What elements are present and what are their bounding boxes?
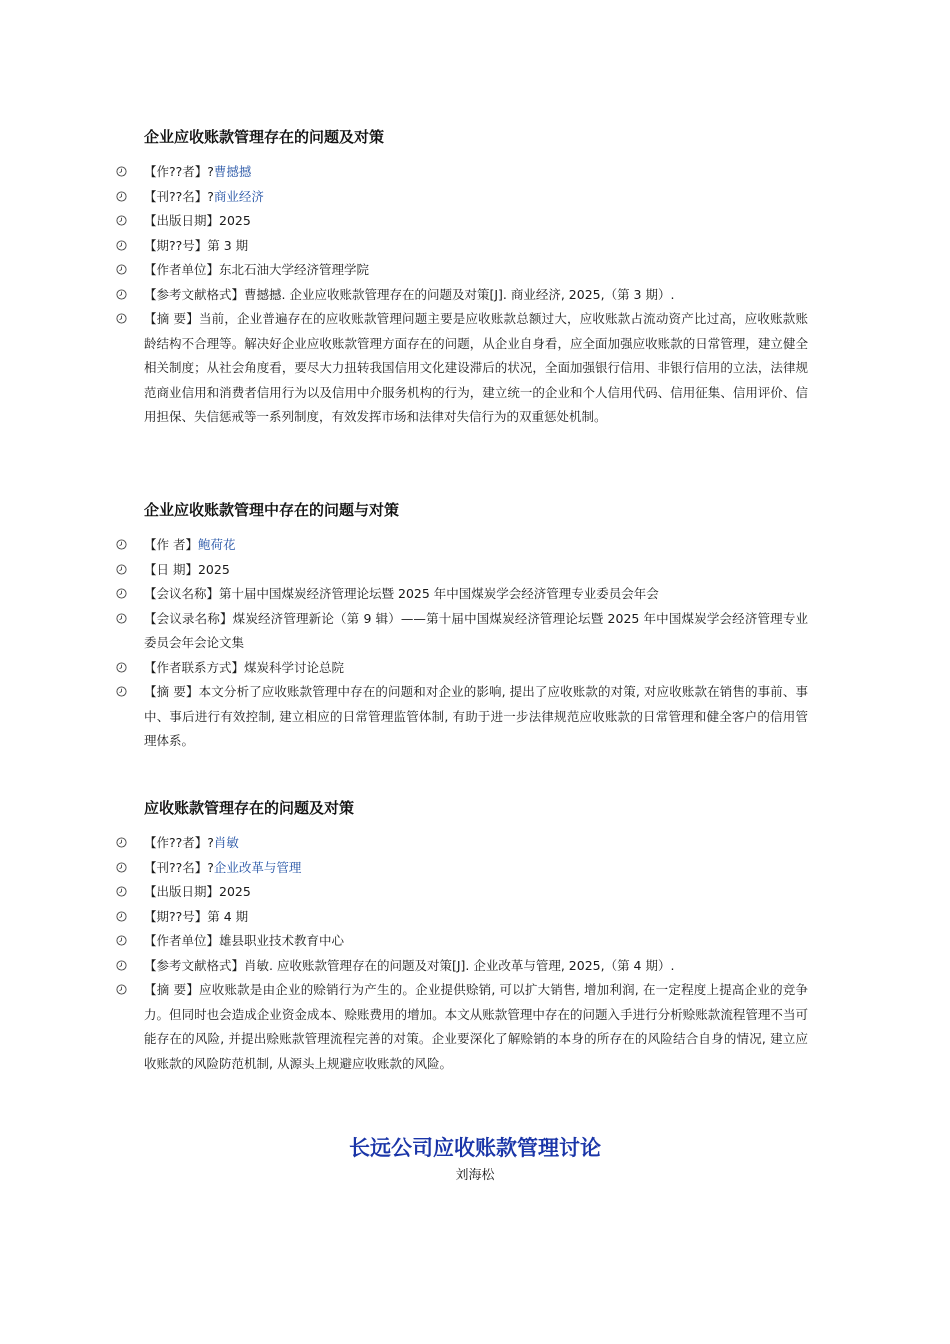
- clock-icon: [116, 960, 127, 971]
- meta-value: 煤炭经济管理新论（第 9 辑）——第十届中国煤炭经济管理论坛暨 2025 年中国煤炭学会经济管理专业委员会年会论文集: [144, 610, 808, 650]
- abstract-text: 本文分析了应收账款管理中存在的问题和对企业的影响, 提出了应收账款的对策, 对应收账款在销售的事前、事中、事后进行有效控制, 建立相应的日常管理监管体制, 有助于进一步法律规范应收账款的日常管理和健全客户的信用管理体系。: [144, 684, 808, 748]
- meta-label: 【参考文献格式】: [144, 957, 245, 973]
- abstract-text: 应收账款是由企业的赊销行为产生的。企业提供赊销, 可以扩大销售, 增加利润, 在一定程度上提高企业的竞争力。但同时也会造成企业资金成本、赊账费用的增加。本文从账款管理中存在的问题入手进行分析赊账款流程管理不当可能存在的风险, 并提出赊账款管理流程完善的对策。企业要深化了解赊销的本身的所存在的风险结合自身的情况, 建立应收账款的风险防范机制, 从源头上规避应收账款的风险。: [144, 982, 808, 1071]
- article-meta-list: [112, 533, 812, 754]
- clock-icon: [116, 191, 127, 202]
- clock-icon: [116, 215, 127, 226]
- meta-label: 【摘 要】: [144, 311, 199, 326]
- meta-value: 第 4 期: [207, 908, 249, 924]
- meta-pub-date: [112, 880, 812, 905]
- clock-icon: [116, 564, 127, 575]
- article-title: 应收账款管理存在的问题及对策: [144, 799, 355, 817]
- clock-icon: [116, 166, 127, 177]
- abstract-text: 当前，企业普遍存在的应收账款管理问题主要是应收账款总额过大，应收账款占流动资产比过高，应收账款账龄结构不合理等。解决好企业应收账款管理方面存在的问题，从企业自身看，应全面加强应收账款的日常管理，建立健全相关制度；从社会角度看，要尽大力扭转我国信用文化建设滞后的状况，全面加强银行信用、非银行信用的立法，法律规范商业信用和消费者信用行为以及信用中介服务机构的行为，建立统一的企业和个人信用代码、信用征集、信用评价、信用担保、失信惩戒等一系列制度，有效发挥市场和法律对失信行为的双重惩处机制。: [144, 311, 808, 424]
- clock-icon: [116, 862, 127, 873]
- meta-label: 【摘 要】: [144, 982, 200, 997]
- meta-author: [112, 160, 812, 185]
- meta-abstract: [112, 680, 812, 754]
- meta-label: 【作??者】?: [144, 835, 214, 850]
- meta-pub-date: [112, 209, 812, 234]
- clock-icon: [116, 837, 127, 848]
- meta-affiliation: [112, 258, 812, 283]
- author-link[interactable]: 曹撼撼: [213, 164, 252, 179]
- meta-label: 【日 期】: [144, 561, 198, 577]
- meta-date: [112, 558, 812, 583]
- article-meta-list: [112, 160, 812, 430]
- meta-value: 雄县职业技术教育中心: [219, 933, 345, 948]
- article-meta-list: [112, 831, 812, 1076]
- meta-author: [112, 831, 812, 856]
- meta-label: 【出版日期】: [144, 213, 220, 228]
- clock-icon: [116, 686, 127, 697]
- meta-contact: [112, 656, 812, 681]
- meta-label: 【作者单位】: [144, 262, 220, 277]
- meta-value: 2025: [219, 213, 251, 228]
- meta-abstract: [112, 978, 812, 1076]
- meta-label: 【作者联系方式】: [144, 659, 245, 675]
- meta-conference: [112, 582, 812, 607]
- meta-author: [112, 533, 812, 558]
- meta-label: 【作者单位】: [144, 933, 220, 948]
- meta-label: 【会议录名称】: [144, 610, 233, 626]
- clock-icon: [116, 313, 127, 324]
- meta-abstract: [112, 307, 812, 430]
- meta-label: 【作 者】: [144, 537, 198, 552]
- clock-icon: [116, 662, 127, 673]
- clock-icon: [116, 886, 127, 897]
- clock-icon: [116, 935, 127, 946]
- author-link[interactable]: 鲍荷花: [197, 537, 236, 552]
- article-title: 企业应收账款管理中存在的问题与对策: [144, 501, 400, 519]
- meta-journal: [112, 856, 812, 881]
- meta-citation: [112, 954, 812, 979]
- document-title: 长远公司应收账款管理讨论: [349, 1136, 601, 1160]
- journal-link[interactable]: 企业改革与管理: [213, 859, 302, 875]
- clock-icon: [116, 539, 127, 550]
- meta-label: 【参考文献格式】: [144, 286, 245, 302]
- meta-value: 第 3 期: [207, 237, 249, 253]
- document-author: 刘海松: [455, 1168, 495, 1183]
- meta-citation: [112, 283, 812, 308]
- meta-value: 2025: [219, 884, 251, 899]
- meta-value: 第十届中国煤炭经济管理论坛暨 2025 年中国煤炭学会经济管理专业委员会年会: [219, 586, 659, 601]
- clock-icon: [116, 588, 127, 599]
- meta-label: 【作??者】?: [144, 164, 214, 179]
- clock-icon: [116, 240, 127, 251]
- meta-label: 【会议名称】: [144, 586, 220, 601]
- meta-issue: [112, 234, 812, 259]
- meta-value: 肖敏. 应收账款管理存在的问题及对策[J]. 企业改革与管理, 2025,（第 4 期）.: [244, 957, 675, 973]
- meta-proceedings: [112, 607, 812, 656]
- meta-journal: [112, 185, 812, 210]
- clock-icon: [116, 613, 127, 624]
- journal-link[interactable]: 商业经济: [213, 188, 264, 204]
- meta-issue: [112, 905, 812, 930]
- meta-label: 【摘 要】: [144, 684, 199, 699]
- meta-label: 【期??号】: [144, 237, 208, 253]
- meta-label: 【出版日期】: [144, 884, 220, 899]
- article-title: 企业应收账款管理存在的问题及对策: [144, 128, 385, 146]
- author-link[interactable]: 肖敏: [213, 835, 239, 850]
- meta-value: 煤炭科学讨论总院: [244, 659, 345, 675]
- meta-label: 【刊??名】?: [144, 188, 214, 204]
- meta-value: 2025: [197, 561, 230, 577]
- clock-icon: [116, 289, 127, 300]
- meta-affiliation: [112, 929, 812, 954]
- meta-value: 东北石油大学经济管理学院: [219, 262, 370, 277]
- meta-label: 【刊??名】?: [144, 859, 214, 875]
- clock-icon: [116, 984, 127, 995]
- clock-icon: [116, 264, 127, 275]
- meta-value: 曹撼撼. 企业应收账款管理存在的问题及对策[J]. 商业经济, 2025,（第 3 期）.: [244, 286, 675, 302]
- meta-label: 【期??号】: [144, 908, 208, 924]
- clock-icon: [116, 911, 127, 922]
